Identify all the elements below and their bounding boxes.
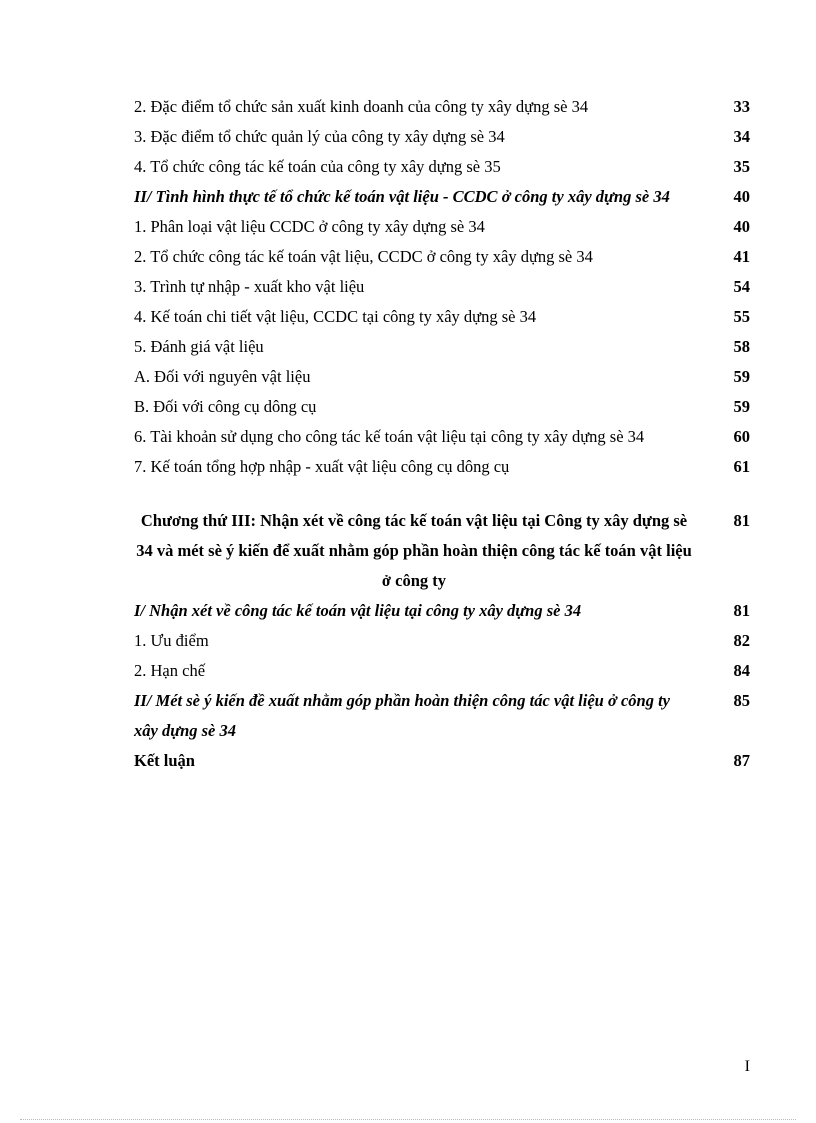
toc-entry-page: 34 — [733, 127, 750, 146]
toc-entry-title: B. Đối với công cụ dông cụ — [134, 397, 317, 416]
toc-entry-title: 3. Đặc điểm tổ chức quản lý của công ty xây dựng sè 34 — [134, 127, 505, 146]
toc-entry-page: 35 — [733, 157, 750, 176]
toc-entry-title: 1. Ưu điểm — [134, 631, 209, 650]
toc-entry — [134, 122, 750, 152]
toc-entry-title: 2. Hạn chế — [134, 661, 206, 680]
toc-entry-page: 40 — [733, 187, 750, 206]
toc-entry-title: 6. Tài khoản sử dụng cho công tác kế toán vật liệu tại công ty xây dựng sè 34 — [134, 427, 645, 446]
toc-entry-title: 7. Kế toán tổng hợp nhập - xuất vật liệu công cụ dông cụ — [134, 457, 510, 476]
toc-entry-page: 85 — [733, 691, 750, 710]
page-number: I — [744, 1058, 750, 1075]
toc-entry-page: 40 — [733, 217, 750, 236]
toc-entry-page: 58 — [733, 337, 750, 356]
toc-conclusion — [134, 746, 750, 776]
toc-entry-page: 61 — [733, 457, 750, 476]
toc-entry-title: 3. Trình tự nhập - xuất kho vật liệu — [134, 277, 365, 296]
toc-entry-title: Kết luận — [134, 751, 195, 770]
toc-entry-title: II/ Mét sè ý kiến đề xuất nhằm góp phần hoàn thiện công tác vật liệu ở công ty xây dựng sè 34 — [134, 691, 670, 740]
toc-entry-page: 59 — [733, 397, 750, 416]
toc-entry — [134, 212, 750, 242]
toc-entry-page: 82 — [733, 631, 750, 650]
toc-entry — [134, 362, 750, 392]
toc-entry — [134, 92, 750, 122]
toc-entry — [134, 392, 750, 422]
footer-divider — [20, 1119, 796, 1120]
toc-entry — [134, 656, 750, 686]
toc-entry — [134, 626, 750, 656]
toc-entry — [134, 332, 750, 362]
toc-entry-page: 87 — [733, 751, 750, 770]
toc-entry-title: II/ Tình hình thực tế tổ chức kế toán vật liệu - CCDC ở công ty xây dựng sè 34 — [134, 187, 670, 206]
toc-entry — [134, 152, 750, 182]
toc-entry-title: 2. Tổ chức công tác kế toán vật liệu, CCDC ở công ty xây dựng sè 34 — [134, 247, 593, 266]
toc-entry — [134, 302, 750, 332]
toc-entry — [134, 272, 750, 302]
toc-entry-page: 59 — [733, 367, 750, 386]
toc-entry-page: 81 — [733, 601, 750, 620]
toc-entry-title: A. Đối với nguyên vật liệu — [134, 367, 311, 386]
toc-entry-title: 5. Đánh giá vật liệu — [134, 337, 264, 356]
toc-entry-title: 4. Tổ chức công tác kế toán của công ty xây dựng sè 35 — [134, 157, 501, 176]
toc-entry-title: I/ Nhận xét về công tác kế toán vật liệu tại công ty xây dựng sè 34 — [134, 601, 582, 620]
toc-entry-page: 41 — [733, 247, 750, 266]
toc-entry-page: 54 — [733, 277, 750, 296]
toc-section-heading — [134, 182, 750, 212]
toc-entry-page: 81 — [733, 511, 750, 530]
toc-section-heading — [134, 686, 750, 746]
toc-chapter-heading — [134, 506, 750, 596]
toc-entry — [134, 242, 750, 272]
toc-entry-title: 4. Kế toán chi tiết vật liệu, CCDC tại công ty xây dựng sè 34 — [134, 307, 537, 326]
toc-entry — [134, 452, 750, 482]
table-of-contents — [134, 92, 750, 776]
toc-entry-title: 1. Phân loại vật liệu CCDC ở công ty xây dựng sè 34 — [134, 217, 485, 236]
toc-entry-page: 33 — [733, 97, 750, 116]
toc-entry-page: 60 — [733, 427, 750, 446]
toc-section-heading — [134, 596, 750, 626]
toc-entry-title: 2. Đặc điểm tổ chức sản xuất kinh doanh của công ty xây dựng sè 34 — [134, 97, 589, 116]
toc-entry-title: Chương thứ III: Nhận xét về công tác kế toán vật liệu tại Công ty xây dựng sè 34 và mét sè ý kiến để xuất nhằm góp phần hoàn thiện công tác kế toán vật liệu ở công ty — [136, 511, 692, 590]
toc-entry-page: 55 — [733, 307, 750, 326]
toc-entry — [134, 422, 750, 452]
toc-entry-page: 84 — [733, 661, 750, 680]
